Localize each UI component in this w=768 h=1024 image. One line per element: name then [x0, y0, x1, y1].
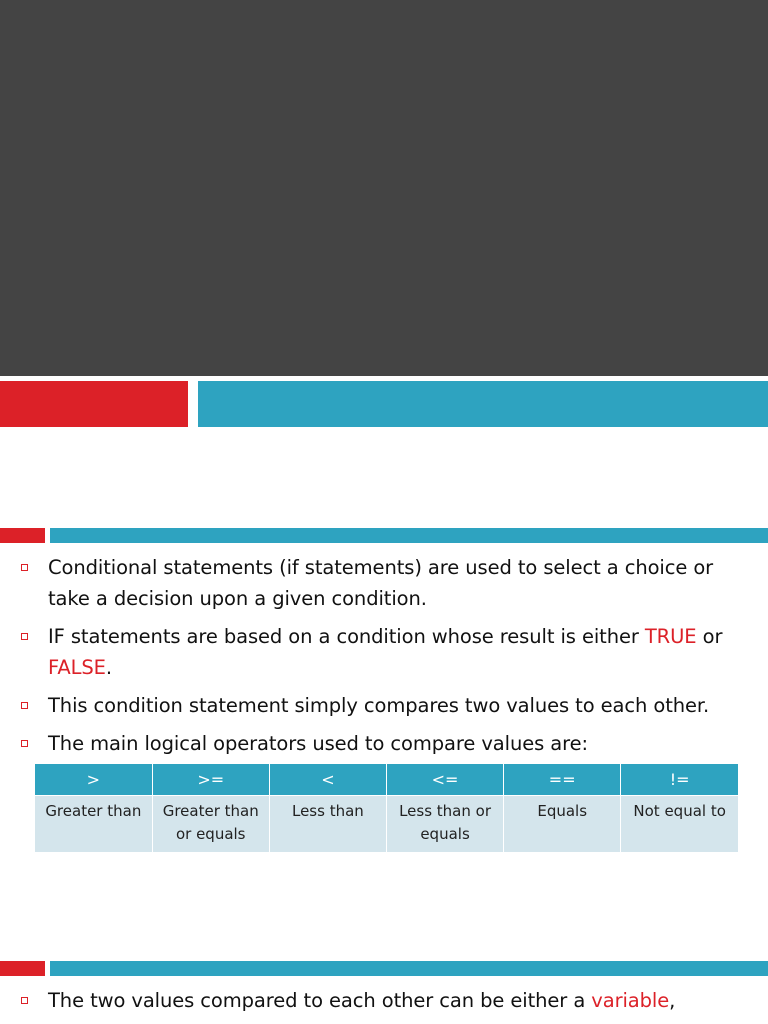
- table-row: [35, 796, 738, 853]
- table-cell: Greater than: [35, 796, 152, 853]
- slide3-accent-bar-blue: [50, 961, 768, 976]
- table-header-cell: ==: [504, 764, 621, 796]
- bullet-item: [21, 621, 751, 683]
- square-bullet-icon: [21, 997, 28, 1004]
- title-accent-bar-blue: [198, 381, 768, 427]
- bullet-item: [21, 985, 751, 1016]
- table-header-row: [35, 764, 738, 796]
- bullet-text: The main logical operators used to compare values are:: [48, 732, 588, 755]
- table-header-cell: >: [35, 764, 152, 796]
- table-header-cell: >=: [152, 764, 269, 796]
- table-cell: Equals: [504, 796, 621, 853]
- title-slide-background: [0, 0, 768, 376]
- table-cell: Less than or equals: [386, 796, 503, 853]
- bullet-item: [21, 690, 751, 721]
- slide2-accent-bar-red: [0, 528, 45, 543]
- table-cell: Less than: [269, 796, 386, 853]
- title-accent-bar-red: [0, 381, 188, 427]
- table-header-cell: !=: [621, 764, 738, 796]
- bullet-text: IF statements are based on a condition whose result is either TRUE or FALSE.: [48, 625, 723, 679]
- square-bullet-icon: [21, 564, 28, 571]
- table-cell: Not equal to: [621, 796, 738, 853]
- highlight-variable: variable: [591, 989, 670, 1012]
- bullet-text: The two values compared to each other can be either a variable,: [48, 989, 676, 1012]
- table-header-cell: <=: [386, 764, 503, 796]
- slide2-accent-bar-blue: [50, 528, 768, 543]
- highlight-false: FALSE: [48, 656, 106, 679]
- square-bullet-icon: [21, 740, 28, 747]
- slide3-accent-bar-red: [0, 961, 45, 976]
- bullet-text: This condition statement simply compares two values to each other.: [48, 694, 710, 717]
- bullet-item: [21, 552, 751, 614]
- highlight-true: TRUE: [644, 625, 697, 648]
- square-bullet-icon: [21, 702, 28, 709]
- bullet-item: [21, 728, 751, 759]
- operators-table: [35, 764, 738, 852]
- square-bullet-icon: [21, 633, 28, 640]
- table-cell: Greater than or equals: [152, 796, 269, 853]
- bullet-text: Conditional statements (if statements) are used to select a choice or take a decision upon a given condition.: [48, 556, 714, 610]
- table-header-cell: <: [269, 764, 386, 796]
